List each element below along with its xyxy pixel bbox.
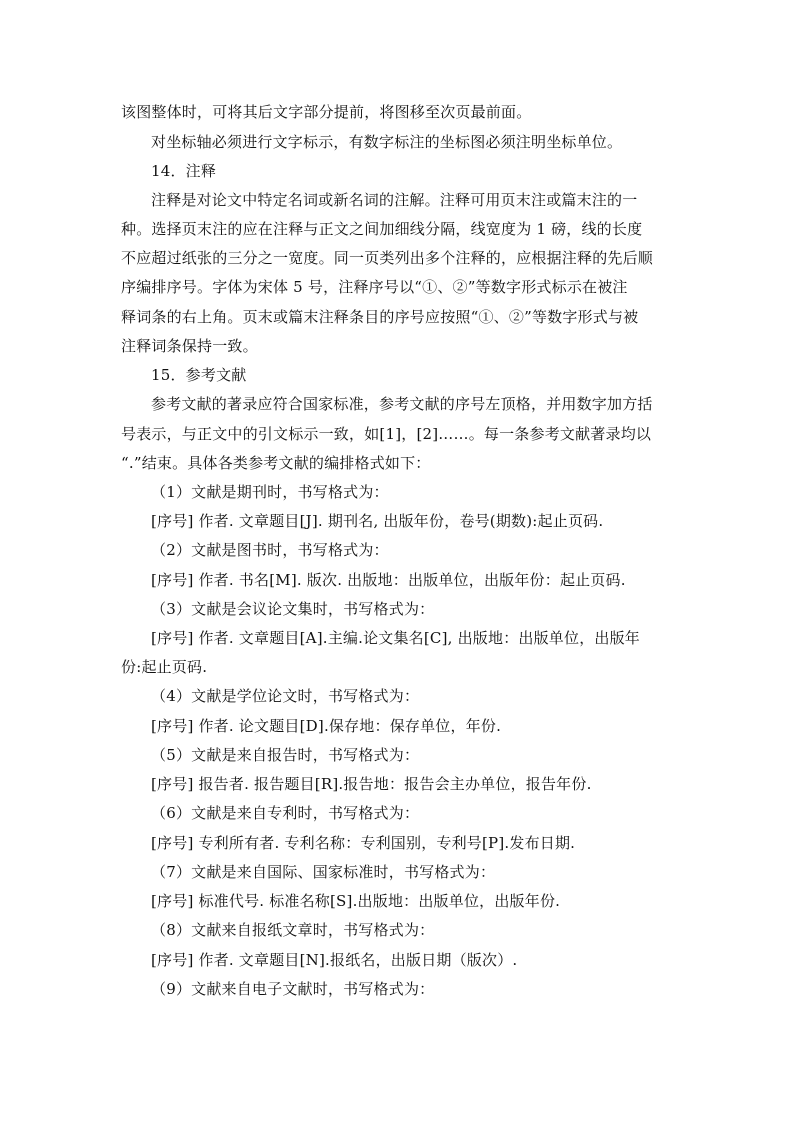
reference-format: [序号] 报告者. 报告题目[R].报告地：报告会主办单位，报告年份. [151, 775, 592, 793]
text-line: 该图整体时，可将其后文字部分提前，将图移至次页最前面。 [121, 103, 532, 121]
reference-format: [序号] 作者. 文章题目[J]. 期刊名, 出版年份，卷号(期数):起止页码. [151, 512, 604, 530]
list-item-heading: （4）文献是学位论文时，书写格式为： [151, 687, 420, 705]
text-line: 不应超过纸张的三分之一宽度。同一页类列出多个注释的，应根据注释的先后顺 [121, 249, 654, 267]
list-item-heading: （8）文献来自报纸文章时，书写格式为： [151, 921, 435, 939]
reference-format: [序号] 专利所有者. 专利名称：专利国别，专利号[P].发布日期. [151, 834, 576, 852]
reference-format: [序号] 作者. 文章题目[N].报纸名，出版日期（版次）. [151, 951, 518, 969]
reference-format: [序号] 作者. 文章题目[A].主编.论文集名[C], 出版地：出版单位，出版年 [151, 629, 641, 647]
reference-format-continued: 份:起止页码. [121, 658, 208, 676]
list-item-heading: （1）文献是期刊时，书写格式为： [151, 483, 389, 501]
list-item-heading: （3）文献是会议论文集时，书写格式为： [151, 600, 435, 618]
text-line: 释词条的右上角。页末或篇末注释条目的序号应按照“①、②”等数字形式与被 [121, 308, 639, 326]
section-heading-references: 15．参考文献 [151, 366, 247, 384]
text-line: “.”结束。具体各类参考文献的编排格式如下： [121, 454, 431, 472]
text-line: 序编排序号。字体为宋体 5 号，注释序号以“①、②”等数字形式标示在被注 [121, 278, 628, 296]
reference-format: [序号] 作者. 书名[M]. 版次. 出版地：出版单位，出版年份：起止页码. [151, 571, 626, 589]
section-heading-notes: 14．注释 [151, 162, 217, 180]
list-item-heading: （7）文献是来自国际、国家标准时，书写格式为： [151, 863, 496, 881]
text-line: 种。选择页末注的应在注释与正文之间加细线分隔，线宽度为 1 磅，线的长度 [121, 220, 643, 238]
list-item-heading: （5）文献是来自报告时，书写格式为： [151, 746, 420, 764]
reference-format: [序号] 标准代号. 标准名称[S].出版地：出版单位，出版年份. [151, 892, 561, 910]
text-line: 号表示，与正文中的引文标示一致，如[1]，[2]……。每一条参考文献著录均以 [121, 425, 652, 443]
text-line: 参考文献的著录应符合国家标准，参考文献的序号左顶格，并用数字加方括 [151, 395, 653, 413]
text-line: 注释是对论文中特定名词或新名词的注解。注释可用页末注或篇末注的一 [151, 191, 638, 209]
list-item-heading: （6）文献是来自专利时，书写格式为： [151, 804, 420, 822]
list-item-heading: （2）文献是图书时，书写格式为： [151, 541, 389, 559]
list-item-heading: （9）文献来自电子文献时，书写格式为： [151, 980, 435, 998]
reference-format: [序号] 作者. 论文题目[D].保存地：保存单位，年份. [151, 717, 502, 735]
text-line: 注释词条保持一致。 [121, 337, 258, 355]
text-line: 对坐标轴必须进行文字标示，有数字标注的坐标图必须注明坐标单位。 [151, 133, 623, 151]
